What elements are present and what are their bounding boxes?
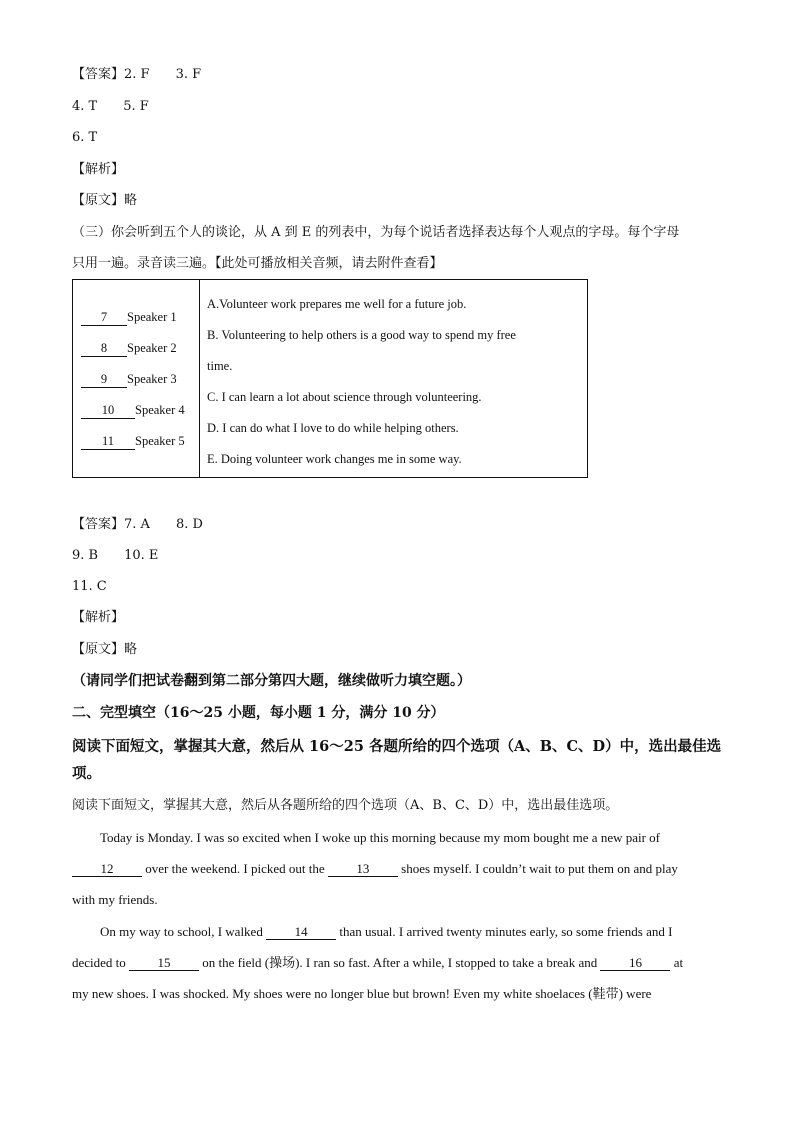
notice: （请同学们把试卷翻到第二部分第四大题，继续做听力填空题。） — [72, 673, 471, 689]
matching-table — [72, 279, 588, 478]
options-column — [200, 280, 588, 478]
answer-item: 7. A — [124, 517, 150, 532]
blank-16: 16 — [600, 955, 670, 971]
answer-blank: 7 — [81, 310, 127, 326]
answer-item: 10. E — [124, 548, 159, 563]
section3-instruction-2: 只用一遍。录音读三遍。【此处可播放相关音频，请去附件查看】 — [72, 256, 443, 271]
passage-paragraph-2: On my way to school, I walked 14 than usual. I arrived twenty minutes early, so some friends and I decided to 15 on the field (操场). I ran so fast. After a while, I stopped to take a break and 16 at my new shoes. I was shocked. My shoes were no longer blue but brown! Even my white shoelaces (鞋带) were — [72, 924, 684, 1001]
answer-item: 3. F — [175, 67, 202, 82]
blank-15: 15 — [129, 955, 199, 971]
blank-13: 13 — [328, 861, 398, 877]
option-c: C. I can learn a lot about science through volunteering. — [207, 390, 482, 404]
speaker-label: Speaker 2 — [127, 341, 177, 355]
answer-item: 2. F — [124, 67, 150, 82]
answer-item: 4. T — [72, 99, 98, 114]
speaker-label: Speaker 1 — [127, 310, 177, 324]
speaker-row — [81, 395, 199, 426]
speaker-column — [73, 280, 200, 478]
passage-paragraph-1: Today is Monday. I was so excited when I woke up this morning because my mom bought me a new pair of 12 over the weekend. I picked out the 13 shoes myself. I couldn’t wait to put them on and play with my friends. — [72, 830, 678, 907]
section-heading: 二、完型填空（16～25 小题，每小题 1 分，满分 10 分） — [72, 705, 445, 721]
option-a: A.Volunteer work prepares me well for a future job. — [207, 297, 467, 311]
answer-item: 8. D — [175, 517, 203, 532]
analysis-label: 【解析】 — [72, 162, 125, 177]
answer-item: 5. F — [123, 99, 149, 114]
blank-12: 12 — [72, 861, 142, 877]
option-e: E. Doing volunteer work changes me in some way. — [207, 452, 462, 466]
speaker-row — [81, 333, 199, 364]
answer-line-3: 6. T — [72, 130, 98, 145]
answer-line-2 — [72, 547, 158, 565]
answer-line-3: 11. C — [72, 579, 107, 594]
bold-instruction: 阅读下面短文，掌握其大意，然后从 16～25 各题所给的四个选项（A、B、C、D）中，选出最佳选项。 — [72, 738, 722, 782]
original-text-label: 【原文】略 — [72, 642, 138, 657]
original-text-label: 【原文】略 — [72, 193, 138, 208]
answer-line-2 — [72, 98, 149, 116]
speaker-row — [81, 302, 199, 333]
section3-instruction-1: （三）你会听到五个人的谈论，从 A 到 E 的列表中，为每个说话者选择表达每个人观点的字母。每个字母 — [72, 225, 680, 240]
speaker-label: Speaker 5 — [135, 434, 185, 448]
speaker-label: Speaker 4 — [135, 403, 185, 417]
answer-line-1 — [72, 66, 201, 84]
option-d: D. I can do what I love to do while helping others. — [207, 421, 459, 435]
answer-tag: 【答案】 — [72, 517, 125, 532]
speaker-label: Speaker 3 — [127, 372, 177, 386]
answer-tag: 【答案】 — [72, 67, 125, 82]
answer-blank: 11 — [81, 434, 135, 450]
instruction: 阅读下面短文，掌握其大意，然后从各题所给的四个选项（A、B、C、D）中，选出最佳选项。 — [72, 798, 619, 813]
option-b: B. Volunteering to help others is a good way to spend my free — [207, 328, 516, 342]
answer-item: 9. B — [72, 548, 99, 563]
speaker-row — [81, 364, 199, 395]
answer-blank: 8 — [81, 341, 127, 357]
answer-blank: 9 — [81, 372, 127, 388]
analysis-label: 【解析】 — [72, 610, 125, 625]
blank-14: 14 — [266, 924, 336, 940]
answer-blank: 10 — [81, 403, 135, 419]
answer-line-1 — [72, 516, 203, 534]
option-b-cont: time. — [207, 359, 233, 373]
speaker-row — [81, 426, 199, 457]
